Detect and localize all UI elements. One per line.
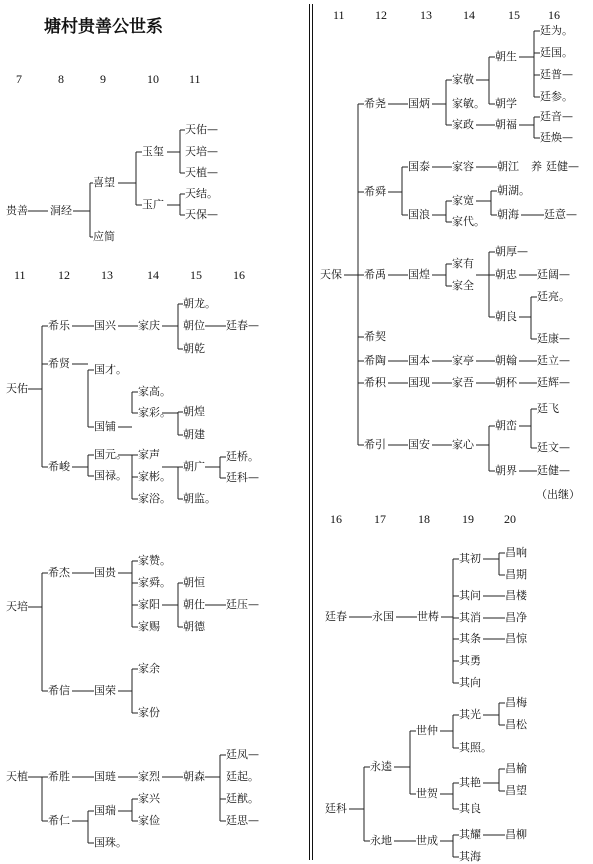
person-name: 天植— [185, 166, 218, 179]
generation-number: 18 [418, 512, 430, 526]
person-name: 家有 [452, 257, 474, 270]
person-name: 国安 [408, 438, 430, 451]
generation-number: 12 [58, 268, 70, 282]
person-name: 廷科 [325, 802, 347, 815]
person-name: 昌松 [505, 718, 527, 731]
person-name: 朝福 [495, 118, 517, 131]
person-name: 朝湖。 [497, 184, 530, 197]
person-name: 廷音— [540, 110, 573, 123]
person-name: 其耀 [459, 828, 481, 841]
person-name: 家份 [138, 706, 160, 719]
person-name: 廷猷。 [226, 792, 259, 805]
person-name: 天结。 [185, 187, 218, 200]
person-name: 希杰 [48, 566, 70, 579]
person-name: 国铺 [94, 420, 116, 433]
person-name: （出继） [536, 488, 580, 501]
person-name: 希舜 [364, 185, 386, 198]
person-name: 其条 [459, 632, 481, 645]
person-name: 玉玺 [142, 145, 164, 158]
person-name: 昌柳 [505, 828, 527, 841]
person-name: 廷春— [226, 319, 259, 332]
person-name: 国琏 [94, 770, 116, 783]
person-name: 天培 [6, 600, 28, 613]
person-name: 永国 [372, 610, 394, 623]
person-name: 廷为。 [540, 24, 573, 37]
person-name: 家彬。 [138, 470, 171, 483]
generation-number: 20 [504, 512, 516, 526]
person-name: 希积 [364, 376, 386, 389]
person-name: 国现 [408, 376, 430, 389]
person-name: 家容 [452, 160, 474, 173]
generation-number: 11 [14, 268, 26, 282]
person-name: 其艳 [459, 776, 481, 789]
generation-number: 7 [16, 72, 22, 86]
person-name: 希契 [364, 330, 386, 343]
person-name: 昌楼 [505, 589, 527, 602]
person-name: 国浪 [408, 208, 430, 221]
person-name: 世仲 [416, 724, 438, 737]
person-name: 廷起。 [226, 770, 259, 783]
person-name: 家兴 [138, 792, 160, 805]
person-name: 国本 [408, 354, 430, 367]
person-name: 朝煌 [183, 405, 205, 418]
person-name: 昌惊 [505, 632, 527, 645]
person-name: 廷健— [546, 160, 579, 173]
person-name: 昌榆 [505, 762, 527, 775]
person-name: 廷桥。 [226, 450, 259, 463]
person-name: 天保— [185, 208, 218, 221]
person-name: 家亭 [452, 354, 474, 367]
person-name: 其问 [459, 589, 481, 602]
person-name: 希尧 [364, 97, 386, 110]
person-name: 家声 [138, 448, 160, 461]
person-name: 国兴 [94, 319, 116, 332]
person-name: 永逵 [370, 760, 392, 773]
person-name: 廷科— [226, 471, 259, 484]
person-name: 国珠。 [94, 836, 127, 849]
person-name: 廷辉— [537, 376, 570, 389]
person-name: 国瑞 [94, 804, 116, 817]
person-name: 朝恒 [183, 576, 205, 589]
person-name: 家俭 [138, 814, 160, 827]
person-name: 廷国。 [540, 46, 573, 59]
person-name: 廷焕— [540, 131, 573, 144]
person-name: 天佑 [6, 382, 28, 395]
person-name: 家宽 [452, 194, 474, 207]
person-name: 家庆 [138, 319, 160, 332]
generation-number: 14 [147, 268, 159, 282]
person-name: 朝仕 [183, 598, 205, 611]
generation-number: 15 [508, 8, 520, 22]
person-name: 天植 [6, 770, 28, 783]
person-name: 世梼 [417, 610, 439, 623]
person-name: 应简 [93, 230, 115, 243]
person-name: 家心 [452, 438, 474, 451]
person-name: 廷康— [537, 332, 570, 345]
person-name: 其初 [459, 552, 481, 565]
person-name: 国元。 [94, 448, 127, 461]
person-name: 昌望 [505, 784, 527, 797]
person-name: 希仁 [48, 814, 70, 827]
person-name: 其消 [459, 611, 481, 624]
person-name: 朝峦 [495, 419, 517, 432]
person-name: 朝界 [495, 464, 517, 477]
person-name: 喜望 [93, 176, 115, 189]
generation-number: 13 [101, 268, 113, 282]
person-name: 廷意— [544, 208, 577, 221]
person-name: 家政 [452, 118, 474, 131]
person-name: 朝监。 [183, 492, 216, 505]
person-name: 贵善 [6, 204, 28, 217]
person-name: 朝森 [183, 770, 205, 783]
generation-number: 16 [330, 512, 342, 526]
person-name: 廷凤— [226, 748, 259, 761]
person-name: 世贺 [416, 787, 438, 800]
person-name: 廷飞 [537, 402, 559, 415]
person-name: 国才。 [94, 363, 127, 376]
person-name: 其勇 [459, 654, 481, 667]
person-name: 希引 [364, 438, 386, 451]
person-name: 昌净 [505, 611, 527, 624]
generation-number: 15 [190, 268, 202, 282]
person-name: 朝生 [495, 50, 517, 63]
person-name: 朝位 [183, 319, 205, 332]
person-name: 家吾 [452, 376, 474, 389]
person-name: 国泰 [408, 160, 430, 173]
generation-number: 14 [463, 8, 475, 22]
person-name: 国贵 [94, 566, 116, 579]
person-name: 家彩。 [138, 406, 171, 419]
person-name: 朝学 [495, 97, 517, 110]
generation-number: 11 [333, 8, 345, 22]
generation-number: 8 [58, 72, 64, 86]
generation-number: 12 [375, 8, 387, 22]
person-name: 家余 [138, 662, 160, 675]
person-name: 天佑— [185, 123, 218, 136]
person-name: 廷亮。 [537, 290, 570, 303]
generation-number: 17 [374, 512, 386, 526]
person-name: 希乐 [48, 319, 70, 332]
person-name: 朝厚— [495, 245, 528, 258]
person-name: 朝江 [497, 160, 519, 173]
person-name: 昌梅 [505, 696, 527, 709]
person-name: 朝良 [495, 310, 517, 323]
person-name: 廷阔— [537, 268, 570, 281]
person-name: 朝翰 [495, 354, 517, 367]
person-name: 永地 [370, 834, 392, 847]
generation-number: 19 [462, 512, 474, 526]
person-name: 希信 [48, 684, 70, 697]
person-name: 廷文— [537, 441, 570, 454]
person-name: 昌响 [505, 546, 527, 559]
person-name: 家浴。 [138, 492, 171, 505]
generation-number: 16 [233, 268, 245, 282]
page-title: 塘村贵善公世系 [44, 17, 163, 37]
person-name: 昌期 [505, 568, 527, 581]
person-name: 世成 [416, 834, 438, 847]
person-name: 希贤 [48, 357, 70, 370]
person-name: 家烈 [138, 770, 160, 783]
person-name: 洞经 [50, 204, 72, 217]
person-name: 国炳 [408, 97, 430, 110]
person-name: 家赐 [138, 620, 160, 633]
generation-number: 10 [147, 72, 159, 86]
person-name: 希陶 [364, 354, 386, 367]
person-name: 廷压— [226, 598, 259, 611]
person-name: 国禄。 [94, 469, 127, 482]
person-name: 希峻 [48, 460, 70, 473]
person-name: 廷思— [226, 814, 259, 827]
person-name: 朝广 [183, 460, 205, 473]
person-name: 其海 [459, 850, 481, 863]
person-name: 家全 [452, 279, 474, 292]
person-name: 家阳 [138, 598, 160, 611]
person-name: 朝海 [497, 208, 519, 221]
person-name: 廷普— [540, 68, 573, 81]
person-name: 玉广 [142, 198, 164, 211]
person-name: 天培— [185, 145, 218, 158]
person-name: 廷春 [325, 610, 347, 623]
person-name: 朝德 [183, 620, 205, 633]
person-name: 朝杯 [495, 376, 517, 389]
person-name: 朝忠 [495, 268, 517, 281]
person-name: 家赞。 [138, 554, 171, 567]
person-name: 国煌 [408, 268, 430, 281]
person-name: 希胜 [48, 770, 70, 783]
person-name: 廷健— [537, 464, 570, 477]
person-name: 其良 [459, 802, 481, 815]
person-name: 天保 [320, 268, 342, 281]
person-name: 家代。 [452, 215, 485, 228]
person-name: 家高。 [138, 385, 171, 398]
person-name: 家敏。 [452, 97, 485, 110]
person-name: 家舜。 [138, 576, 171, 589]
person-name: 朝龙。 [183, 297, 216, 310]
person-name: 廷参。 [540, 90, 573, 103]
person-name: 希禹 [364, 268, 386, 281]
person-name: 家敬 [452, 73, 474, 86]
person-name: 国荣 [94, 684, 116, 697]
person-name: 朝建 [183, 428, 205, 441]
person-name: 廷立— [537, 354, 570, 367]
generation-number: 13 [420, 8, 432, 22]
generation-number: 11 [189, 72, 201, 86]
person-name: 其照。 [459, 741, 492, 754]
person-name: 其光 [459, 708, 481, 721]
person-name: 其向 [459, 676, 481, 689]
person-name: 养 [531, 160, 542, 173]
generation-number: 16 [548, 8, 560, 22]
generation-number: 9 [100, 72, 106, 86]
person-name: 朝乾 [183, 342, 205, 355]
